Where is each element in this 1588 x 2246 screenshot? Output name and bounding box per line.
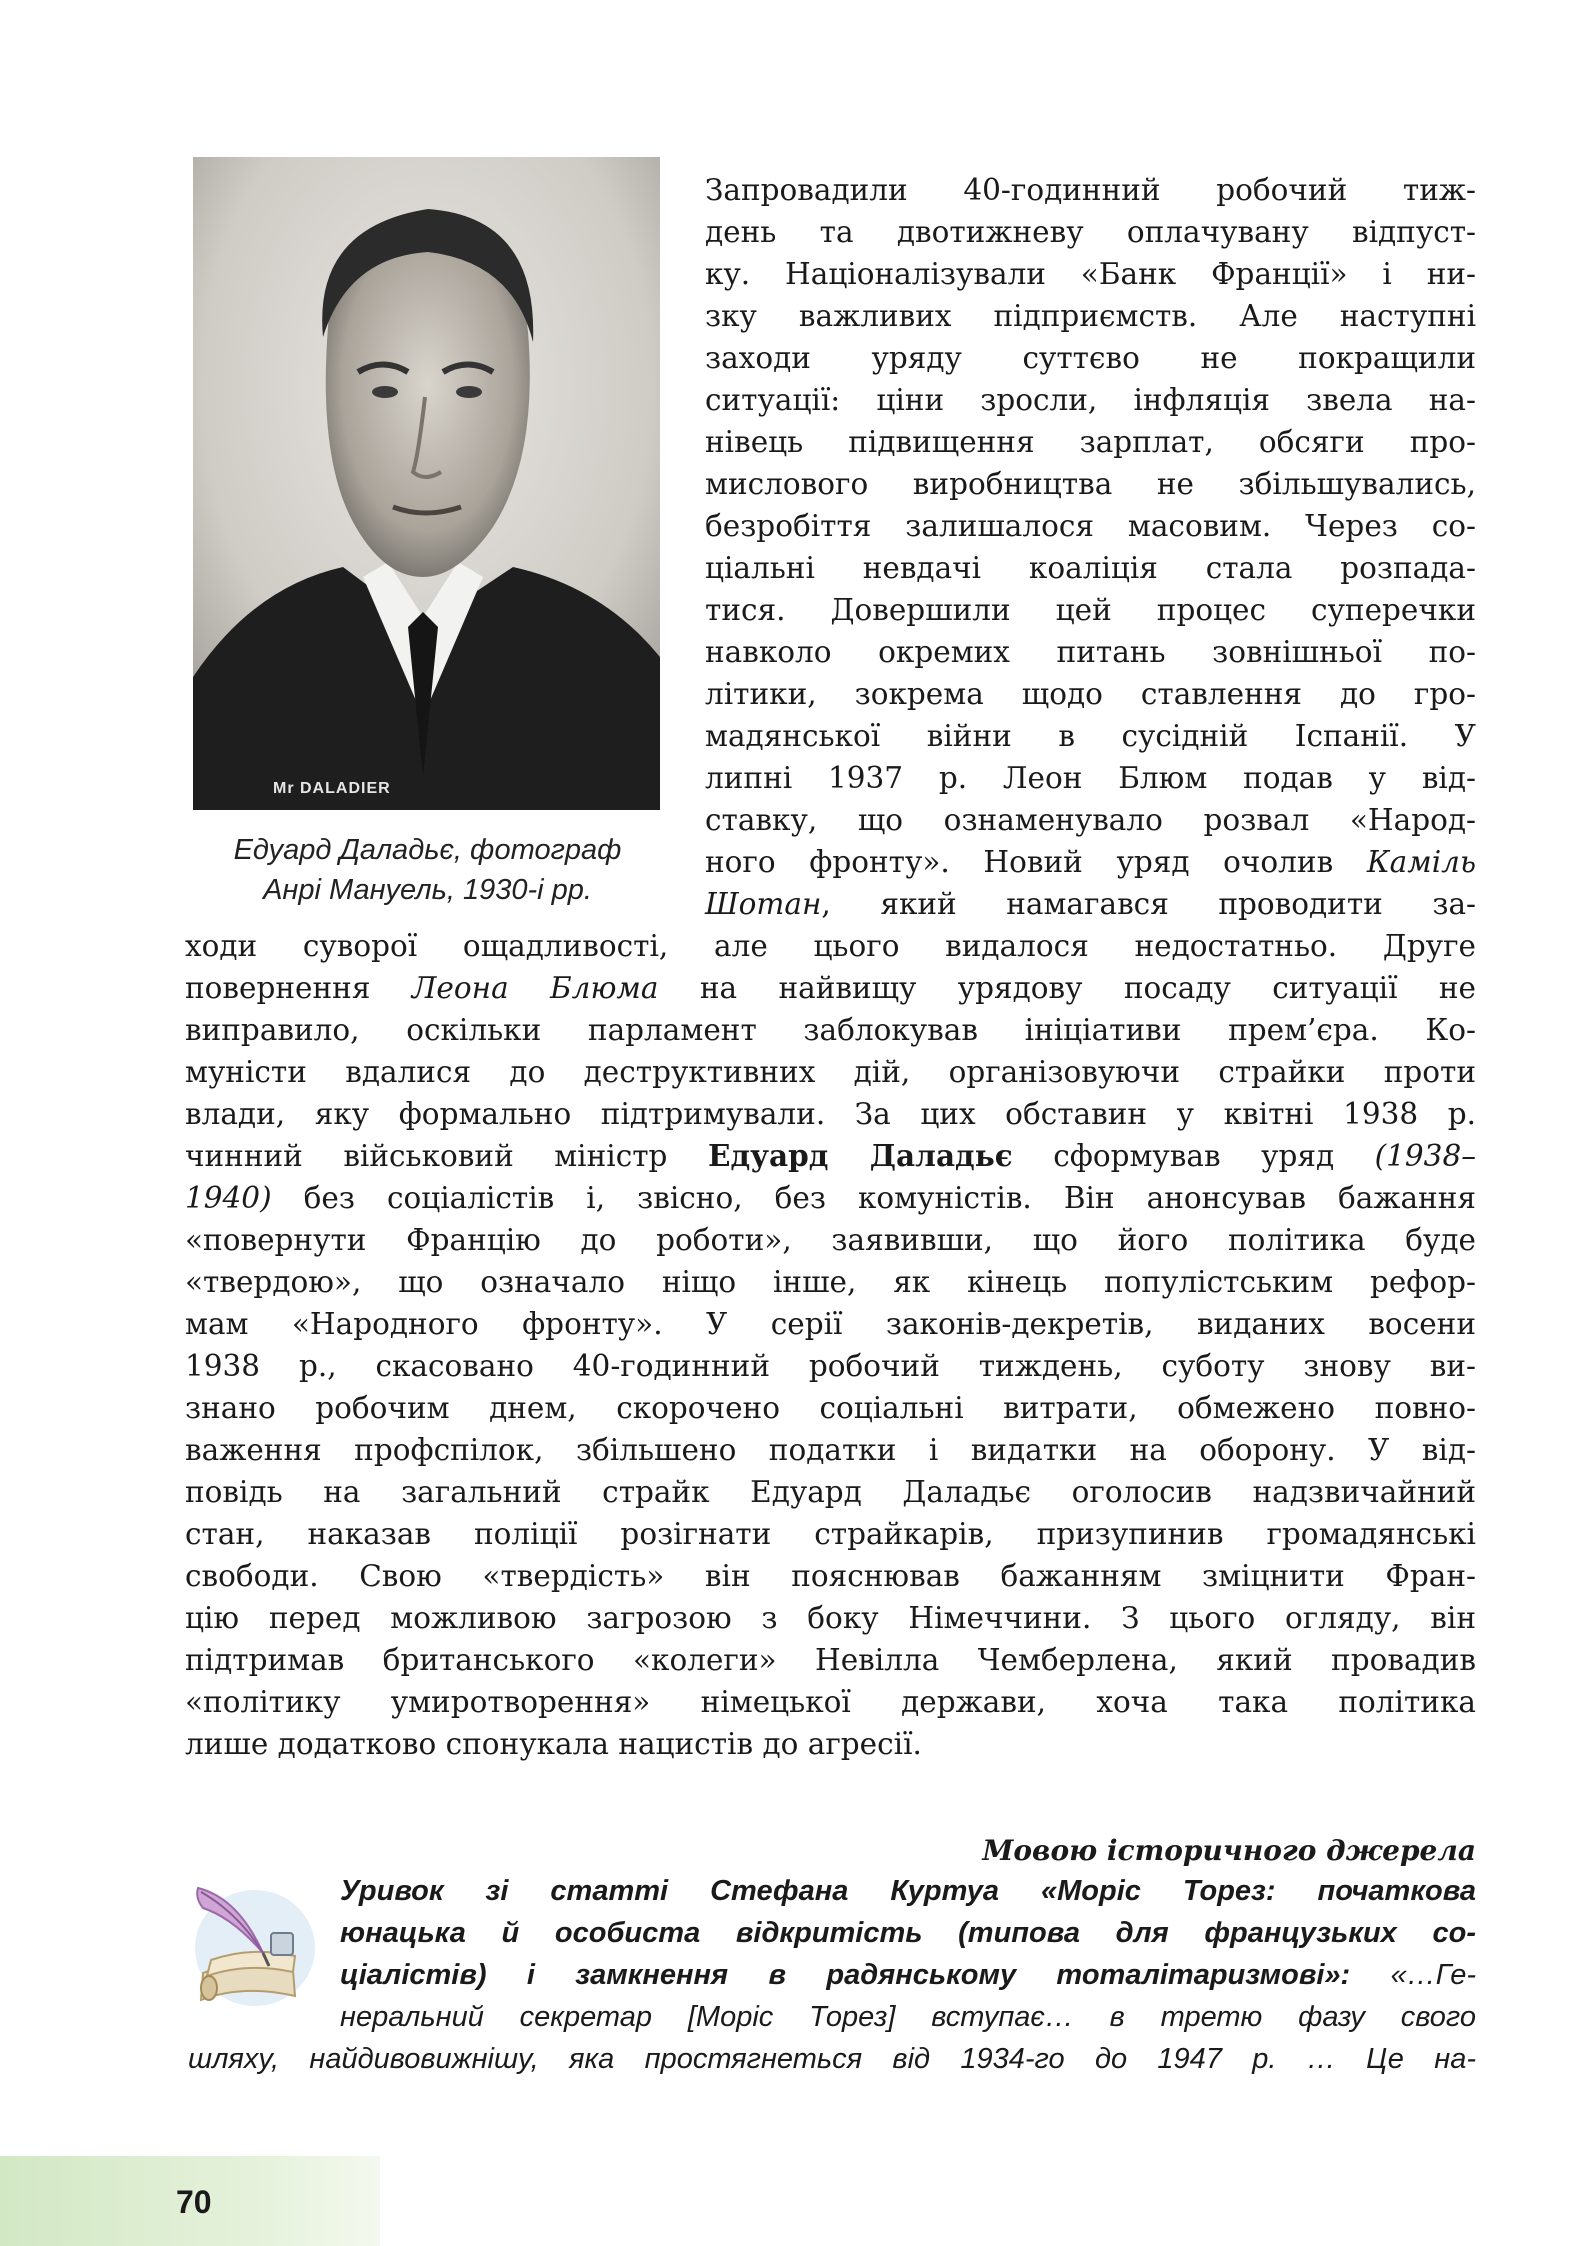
text-line: літики, зокрема щодо ставлення до гро- (705, 677, 1476, 711)
text-line: Запровадили 40-годинний робочий тиж- (705, 173, 1476, 207)
text-line: «політику умиротворення» німецької держави, хоча така політика (185, 1685, 1476, 1719)
text-line: нівець підвищення зарплат, обсяги про- (705, 425, 1476, 459)
text-line: повідь на загальний страйк Едуард Даладьє оголосив надзвичайний (185, 1475, 1476, 1509)
source-heading: Мовою історичного джерела (982, 1834, 1476, 1867)
text-line: заходи уряду суттєво не покращили (705, 341, 1476, 375)
text-line: 1938 р., скасовано 40-годинний робочий тиждень, суботу знову ви- (185, 1349, 1476, 1383)
name-leon-blum: Леона Блюма (411, 971, 659, 1005)
portrait-illustration (193, 157, 660, 810)
source-line: ціалістів) і замкнення в радянському тоталітаризмові»: «…Ге- (340, 1959, 1476, 1991)
text-line: чинний військовий міністр Едуард Даладьє сформував уряд (1938– (185, 1138, 1476, 1173)
text-line: мислового виробництва не збільшувались, (705, 467, 1476, 501)
text-line: важення профспілок, збільшено податки і видатки на оборону. У від- (185, 1433, 1476, 1467)
text-line: муністи вдалися до деструктивних дій, організовуючи страйки проти (185, 1055, 1476, 1089)
text-line: тися. Довершили цей процес суперечки (705, 593, 1476, 627)
text-line: знано робочим днем, скорочено соціальні витрати, обмежено повно- (185, 1391, 1476, 1425)
text-line: повернення Леона Блюма на найвищу урядову посаду ситуації не (185, 971, 1476, 1005)
text-line: липні 1937 р. Леон Блюм подав у від- (705, 761, 1476, 795)
text-line: стан, наказав поліції розігнати страйкарів, призупинив громадянські (185, 1517, 1476, 1551)
text-line: безробіття залишалося масовим. Через со- (705, 509, 1476, 543)
text-line: ставку, що ознаменувало розвал «Народ- (705, 803, 1476, 837)
text-line: зку важливих підприємств. Але наступні (705, 299, 1476, 333)
quill-scroll-icon (183, 1878, 318, 2018)
text-line: мадянської війни в сусідній Іспанії. У (705, 719, 1476, 753)
text-line: ку. Націоналізували «Банк Франції» і ни- (705, 257, 1476, 291)
text-line: влади, яку формально підтримували. За цих обставин у квітні 1938 р. (185, 1097, 1476, 1131)
name-daladier: Едуард Даладьє (707, 1138, 1013, 1173)
photo-label: Mr DALADIER (273, 780, 391, 797)
source-line: Уривок зі статті Стефана Куртуа «Моріс Торез: початкова (340, 1875, 1476, 1907)
portrait-photo (193, 157, 660, 810)
text-line: мам «Народного фронту». У серії законів-декретів, виданих восени (185, 1307, 1476, 1341)
source-line: неральний секретар [Моріс Торез] вступає… в третю фазу свого (340, 2001, 1476, 2033)
text-line: «твердою», що означало ніщо інше, як кінець популістським рефор- (185, 1265, 1476, 1299)
name-kamil: Каміль (1366, 845, 1476, 879)
text-line: 1940) без соціалістів і, звісно, без комуністів. Він анонсував бажання (185, 1181, 1476, 1215)
text-line: ного фронту». Новий уряд очолив Каміль (705, 845, 1476, 879)
text-line: виправило, оскільки парламент заблокував ініціативи прем’єра. Ко- (185, 1013, 1476, 1047)
text-line: ситуації: ціни зросли, інфляція звела на- (705, 383, 1476, 417)
text-line: навколо окремих питань зовнішньої по- (705, 635, 1476, 669)
source-line: юнацька й особиста відкритість (типова для французьких со- (340, 1917, 1476, 1949)
name-shotan: Шотан (705, 887, 822, 921)
text-line: «повернути Францію до роботи», заявивши, що його політика буде (185, 1223, 1476, 1257)
text-line: ціальні невдачі коаліція стала розпада- (705, 551, 1476, 585)
source-line: шляху, найдивовижнішу, яка простягнеться від 1934-го до 1947 р. … Це на- (188, 2043, 1476, 2075)
page-number: 70 (176, 2184, 212, 2220)
text-line: ходи суворої ощадливості, але цього видалося недостатньо. Друге (185, 929, 1476, 963)
text-line: цію перед можливою загрозою з боку Німеччини. З цього огляду, він (185, 1601, 1476, 1635)
text-line: лише додатково спонукала нацистів до агресії. (185, 1727, 922, 1761)
text-line: Шотан, який намагався проводити за- (705, 887, 1476, 921)
photo-caption: Едуард Даладьє, фотограф Анрі Мануель, 1930-і рр. (233, 834, 622, 906)
text-line: день та двотижневу оплачувану відпуст- (705, 215, 1476, 249)
text-line: свободи. Свою «твердість» він пояснював бажанням зміцнити Фран- (185, 1559, 1476, 1593)
text-line: підтримав британського «колеги» Невілла Чемберлена, який провадив (185, 1643, 1476, 1677)
